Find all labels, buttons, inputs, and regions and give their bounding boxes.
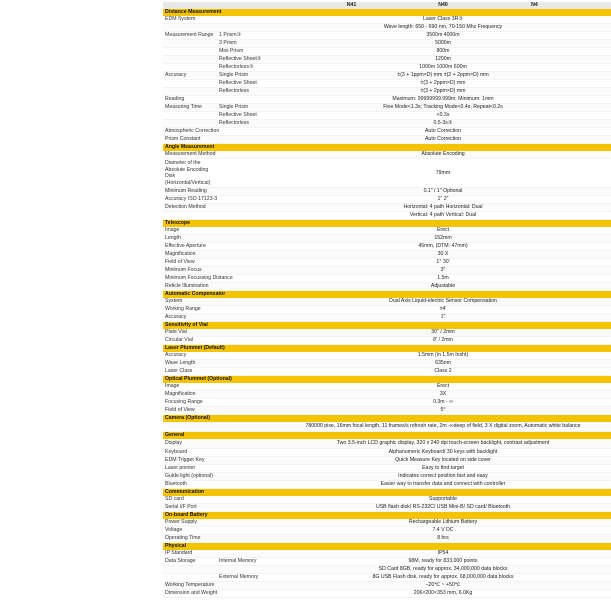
spec-label <box>163 88 217 96</box>
spec-sublabel: Internal Memory <box>217 558 275 566</box>
spec-sublabel <box>217 96 275 104</box>
spec-label: Voltage <box>163 527 217 535</box>
section-header <box>163 322 611 330</box>
spec-sublabel: Reflective Sheet③ <box>217 56 275 64</box>
spec-row <box>163 104 611 112</box>
spec-value: Adjustable <box>275 283 611 291</box>
spec-value: 98M, ready for 833,000 points <box>275 558 611 566</box>
spec-value: 0.1″ / 1″ Optional <box>275 188 611 196</box>
spec-value: 79mm <box>275 159 611 188</box>
spec-value: ±(3 + 2ppm×D) mm <box>275 88 611 96</box>
model-n4: N4 <box>531 1 538 8</box>
spec-label: Plate Vial <box>163 329 217 337</box>
spec-value: Laser Class 3R③ <box>275 16 611 24</box>
section-title: Camera (Optional) <box>163 415 611 423</box>
spec-row <box>163 40 611 48</box>
spec-label: Working Range <box>163 306 217 314</box>
spec-value: 5000m <box>275 40 611 48</box>
spec-row <box>163 590 611 598</box>
section-header <box>163 144 611 152</box>
spec-label <box>163 566 217 574</box>
spec-value: IP54 <box>275 550 611 558</box>
spec-value: 8 hrs <box>275 535 611 543</box>
spec-value: 3″ <box>275 267 611 275</box>
spec-row <box>163 235 611 243</box>
spec-sublabel <box>217 504 275 512</box>
spec-label <box>163 48 217 56</box>
spec-value: 635nm <box>275 360 611 368</box>
spec-row <box>163 88 611 96</box>
spec-label: Serial I/F Port <box>163 504 217 512</box>
spec-row <box>163 80 611 88</box>
spec-row <box>163 56 611 64</box>
spec-row <box>163 535 611 543</box>
spec-sublabel: 3 Prism <box>217 40 275 48</box>
spec-label: Accuracy <box>163 72 217 80</box>
spec-value: SD Card 8GB, ready for approx. 34,000,000 data blocks <box>275 566 611 574</box>
spec-value: Two 3.5-inch LCD graphic display, 320 x 240 dpi touch-screen backlight, contrast adjustment <box>275 439 611 449</box>
spec-label: Data Storage <box>163 558 217 566</box>
spec-sheet <box>163 2 611 598</box>
spec-row <box>163 298 611 306</box>
spec-value: ±4′ <box>275 306 611 314</box>
spec-row <box>163 504 611 512</box>
spec-label: Reticle Illumination <box>163 283 217 291</box>
spec-row <box>163 151 611 159</box>
spec-row <box>163 558 611 566</box>
spec-row <box>163 368 611 376</box>
spec-row <box>163 275 611 283</box>
spec-label <box>163 112 217 120</box>
spec-row <box>163 196 611 204</box>
spec-table <box>163 2 611 598</box>
spec-sublabel <box>217 496 275 504</box>
spec-sublabel <box>217 368 275 376</box>
spec-sublabel <box>217 251 275 259</box>
spec-label: Effective Aperture <box>163 243 217 251</box>
spec-label: Magnification <box>163 251 217 259</box>
section-header <box>163 415 611 423</box>
spec-value: −20℃ ~ +50℃ <box>275 582 611 590</box>
spec-row <box>163 112 611 120</box>
spec-row <box>163 527 611 535</box>
spec-label <box>163 574 217 582</box>
spec-sublabel: External Memory <box>217 574 275 582</box>
spec-row <box>163 407 611 415</box>
spec-value: 8′ / 2mm <box>275 337 611 345</box>
spec-row <box>163 251 611 259</box>
spec-label: SD card <box>163 496 217 504</box>
section-header <box>163 543 611 551</box>
spec-value: Class 2 <box>275 368 611 376</box>
spec-row <box>163 120 611 128</box>
spec-row <box>163 574 611 582</box>
spec-sublabel <box>217 391 275 399</box>
spec-label: Accuracy <box>163 352 217 360</box>
spec-sublabel <box>217 188 275 196</box>
spec-row <box>163 519 611 527</box>
section-header <box>163 432 611 440</box>
spec-sublabel <box>217 481 275 489</box>
spec-row <box>163 283 611 291</box>
section-title: Communication <box>163 489 611 497</box>
spec-label <box>163 422 217 432</box>
spec-value: ±(3 + 1ppm×D) mm ±(2 + 2ppm×D) mm <box>275 72 611 80</box>
spec-row <box>163 360 611 368</box>
spec-row <box>163 128 611 136</box>
spec-value: 800m <box>275 48 611 56</box>
spec-label: Accuracy <box>163 314 217 322</box>
spec-sublabel <box>217 314 275 322</box>
spec-sublabel: Mini Prism <box>217 48 275 56</box>
spec-value: 1″ 2″ <box>275 196 611 204</box>
spec-value: 8G USB Flash disk, ready for approx. 68,000,000 data blocks <box>275 574 611 582</box>
spec-sublabel <box>217 590 275 598</box>
spec-row <box>163 243 611 251</box>
spec-value: 3500m 4000m <box>275 32 611 40</box>
spec-label: Measuring Time <box>163 104 217 112</box>
spec-label <box>163 24 217 32</box>
spec-label: Circular Vial <box>163 337 217 345</box>
spec-sublabel: Reflectorless <box>217 120 275 128</box>
spec-label: Image <box>163 227 217 235</box>
spec-row <box>163 481 611 489</box>
spec-sublabel <box>217 473 275 481</box>
spec-row <box>163 32 611 40</box>
spec-sublabel <box>217 243 275 251</box>
spec-label: Field of View <box>163 407 217 415</box>
spec-value: Alphanumeric Keyboard/ 30 keys with backlight <box>275 449 611 457</box>
spec-row <box>163 473 611 481</box>
header-blank <box>163 2 217 9</box>
section-header <box>163 376 611 384</box>
spec-sublabel <box>217 439 275 449</box>
spec-sublabel <box>217 298 275 306</box>
spec-sublabel: Single Prism <box>217 104 275 112</box>
section-title: General <box>163 432 611 440</box>
spec-label <box>163 64 217 72</box>
spec-label: Dimension and Weight <box>165 589 218 596</box>
spec-value: Auto Correction <box>275 136 611 144</box>
section-header <box>163 489 611 497</box>
spec-sublabel <box>217 352 275 360</box>
spec-row <box>163 550 611 558</box>
spec-label: Working Temperature <box>163 582 217 590</box>
spec-label: Focusing Range <box>163 399 217 407</box>
section-title: Optical Plummet (Optional) <box>163 376 611 384</box>
spec-value: 780000 pixe, 16mm focal length, 11 frames/s refresh rate, 2m -∞deep of field, 3 X digital zoom, Automatic white balance <box>275 422 611 432</box>
spec-value: Quick Measure Key located on side cover <box>275 457 611 465</box>
spec-row <box>163 64 611 72</box>
spec-sublabel <box>217 329 275 337</box>
spec-sublabel <box>217 399 275 407</box>
spec-sublabel <box>217 519 275 527</box>
spec-row <box>163 329 611 337</box>
spec-sublabel <box>217 204 275 212</box>
spec-value: Erect <box>275 383 611 391</box>
section-title: Automatic Compensator <box>163 291 611 299</box>
spec-value: 5° <box>275 407 611 415</box>
spec-sublabel <box>217 259 275 267</box>
spec-label: Reading <box>163 96 217 104</box>
model-header-row <box>163 2 611 9</box>
spec-label: Laser Class <box>163 368 217 376</box>
spec-value: 45mm, (DTM: 47mm) <box>275 243 611 251</box>
header-blank-2 <box>217 2 275 9</box>
spec-value: 152mm <box>275 235 611 243</box>
spec-value: Indicates correct position fast and easy <box>275 473 611 481</box>
spec-value: Fine Mode<1.3s; Tracking Mode<0.4s; Repeat<0.2s <box>275 104 611 112</box>
spec-value: Vertical: 4 path Vertical: Dual <box>275 212 611 220</box>
spec-row <box>163 465 611 473</box>
spec-value: 3X <box>275 391 611 399</box>
spec-row <box>163 259 611 267</box>
spec-row <box>163 439 611 449</box>
spec-sublabel <box>217 337 275 345</box>
spec-sublabel <box>217 128 275 136</box>
spec-value: 7.4 V DC <box>275 527 611 535</box>
section-header <box>163 345 611 353</box>
spec-sublabel <box>217 465 275 473</box>
spec-sublabel <box>217 235 275 243</box>
spec-sublabel: Single Prism <box>217 72 275 80</box>
spec-table-body <box>163 2 611 598</box>
spec-row <box>163 96 611 104</box>
spec-sublabel <box>217 306 275 314</box>
spec-sublabel <box>217 159 275 188</box>
spec-sublabel <box>217 136 275 144</box>
spec-label: Field of View <box>163 259 217 267</box>
spec-sublabel <box>217 267 275 275</box>
spec-row <box>163 422 611 432</box>
spec-label: Image <box>163 383 217 391</box>
spec-row <box>163 16 611 24</box>
spec-label: EDM System <box>163 16 217 24</box>
spec-row <box>163 136 611 144</box>
spec-value: Absolute Encoding <box>275 151 611 159</box>
section-title: Distance Measurement <box>163 9 611 16</box>
spec-row <box>163 391 611 399</box>
spec-label: Length <box>163 235 217 243</box>
spec-row <box>163 204 611 212</box>
spec-sublabel <box>217 457 275 465</box>
spec-sublabel: Reflective Sheet <box>217 112 275 120</box>
model-n41: N41 <box>346 1 357 8</box>
spec-value: Erect <box>275 227 611 235</box>
spec-sublabel <box>217 422 275 432</box>
section-title: Sensitivity of Vial <box>163 322 611 330</box>
spec-label: Wave Length <box>163 360 217 368</box>
model-header <box>275 2 611 9</box>
spec-label <box>163 40 217 48</box>
spec-value: Wave length: 650 - 690 nm, 70-150 Mhz Frequency <box>275 24 611 32</box>
spec-row <box>163 72 611 80</box>
spec-value: Horizontal: 4 path Horizontal: Dual <box>275 204 611 212</box>
spec-sublabel <box>217 383 275 391</box>
spec-label: Accuracy ISO 17123-3 <box>165 195 218 202</box>
spec-sublabel <box>217 16 275 24</box>
spec-row <box>163 227 611 235</box>
spec-sublabel: Reflective Sheet <box>217 80 275 88</box>
section-title: Physical <box>163 543 611 551</box>
spec-value: 0.3m - ∞ <box>275 399 611 407</box>
spec-value: Supportable <box>275 496 611 504</box>
spec-value: Easier way to transfer data and connect with controller <box>275 481 611 489</box>
spec-sublabel <box>217 196 275 204</box>
section-header <box>163 9 611 16</box>
spec-label <box>163 80 217 88</box>
section-header <box>163 220 611 228</box>
spec-value: <0.3s <box>275 112 611 120</box>
spec-label: Laser pointer <box>163 465 217 473</box>
spec-value: Maximum: 99999999.999m; Minimum: 1mm <box>275 96 611 104</box>
spec-sublabel <box>217 360 275 368</box>
spec-label: Minimum Focussing Distance <box>165 274 233 281</box>
spec-sublabel <box>217 24 275 32</box>
spec-sublabel: Reflectorless③ <box>217 64 275 72</box>
spec-row <box>163 457 611 465</box>
spec-label: Measurement Method <box>165 150 216 157</box>
spec-sublabel: 1 Prism③ <box>217 32 275 40</box>
spec-label: Bluetooth <box>163 481 217 489</box>
spec-label: Atmospheric Correction <box>165 127 220 134</box>
spec-row <box>163 496 611 504</box>
model-n40: N40 <box>438 1 448 8</box>
spec-row <box>163 383 611 391</box>
spec-sublabel <box>217 227 275 235</box>
spec-label <box>163 120 217 128</box>
section-title: Telescope <box>163 220 611 228</box>
section-header <box>163 512 611 520</box>
spec-row <box>163 48 611 56</box>
spec-row <box>163 24 611 32</box>
spec-value: Easy to find target <box>275 465 611 473</box>
spec-sublabel <box>217 535 275 543</box>
spec-sublabel <box>217 449 275 457</box>
spec-row <box>163 306 611 314</box>
spec-label <box>163 56 217 64</box>
section-header <box>163 291 611 299</box>
spec-row <box>163 159 611 188</box>
spec-value: 1° 30′ <box>275 259 611 267</box>
spec-sublabel <box>217 283 275 291</box>
spec-label: Display <box>163 439 217 449</box>
spec-label <box>163 212 217 220</box>
spec-value: 0.5-3s③ <box>275 120 611 128</box>
spec-value: 1200m <box>275 56 611 64</box>
section-title: Laser Plummet (Default) <box>163 345 611 353</box>
spec-sublabel <box>217 550 275 558</box>
spec-value: 1.5m <box>275 275 611 283</box>
spec-value: 30 X <box>275 251 611 259</box>
spec-row <box>163 188 611 196</box>
spec-label: EDM Trigger Key <box>163 457 217 465</box>
spec-sublabel <box>217 151 275 159</box>
spec-label: IP Standard <box>163 550 217 558</box>
spec-label: Diameter of the Absolute Encoding Disk (Horizontal/Vertical) <box>163 159 217 188</box>
spec-row <box>163 352 611 360</box>
section-title: Angle Measurement <box>163 144 611 152</box>
spec-row <box>163 582 611 590</box>
section-title: On-board Battery <box>163 512 611 520</box>
spec-label: Power Supply <box>163 519 217 527</box>
spec-label: Guide light (optional) <box>163 473 217 481</box>
spec-row <box>163 212 611 220</box>
spec-row <box>163 314 611 322</box>
spec-label: Detection Method <box>163 204 217 212</box>
spec-sublabel <box>217 212 275 220</box>
spec-row <box>163 566 611 574</box>
spec-sublabel <box>217 407 275 415</box>
spec-row <box>163 449 611 457</box>
spec-value: 206×200×353 mm, 6.0Kg <box>275 590 611 598</box>
spec-sublabel <box>217 527 275 535</box>
spec-row <box>163 267 611 275</box>
spec-sublabel <box>217 566 275 574</box>
spec-value: USB flash disk/ RS-232C/ USB Mini-B/ SD card/ Bluetooth <box>275 504 611 512</box>
spec-value: Rechargeable Lithium Battery <box>275 519 611 527</box>
spec-value: 30″ / 2mm <box>275 329 611 337</box>
spec-value: 1000m 1000m 600m <box>275 64 611 72</box>
spec-row <box>163 399 611 407</box>
spec-label: Minimum Focus <box>163 267 217 275</box>
spec-label: Measurement Range <box>163 32 217 40</box>
spec-label: Operating Time <box>163 535 217 543</box>
spec-value: Auto Correction <box>275 128 611 136</box>
spec-label: Prism Constant <box>163 136 217 144</box>
spec-value: Dual Axis Liquid-electric Sensor Compensation <box>275 298 611 306</box>
spec-value: 1.5mm (in 1.5m Insht) <box>275 352 611 360</box>
spec-label: Minimum Reading <box>163 188 217 196</box>
spec-value: ±(3 + 2ppm×D) mm <box>275 80 611 88</box>
spec-value: 1″ <box>275 314 611 322</box>
spec-row <box>163 337 611 345</box>
spec-label: Keyboard <box>163 449 217 457</box>
spec-sublabel <box>217 582 275 590</box>
spec-label: Magnification <box>163 391 217 399</box>
spec-sublabel: Reflectorless <box>217 88 275 96</box>
spec-label: System <box>163 298 217 306</box>
